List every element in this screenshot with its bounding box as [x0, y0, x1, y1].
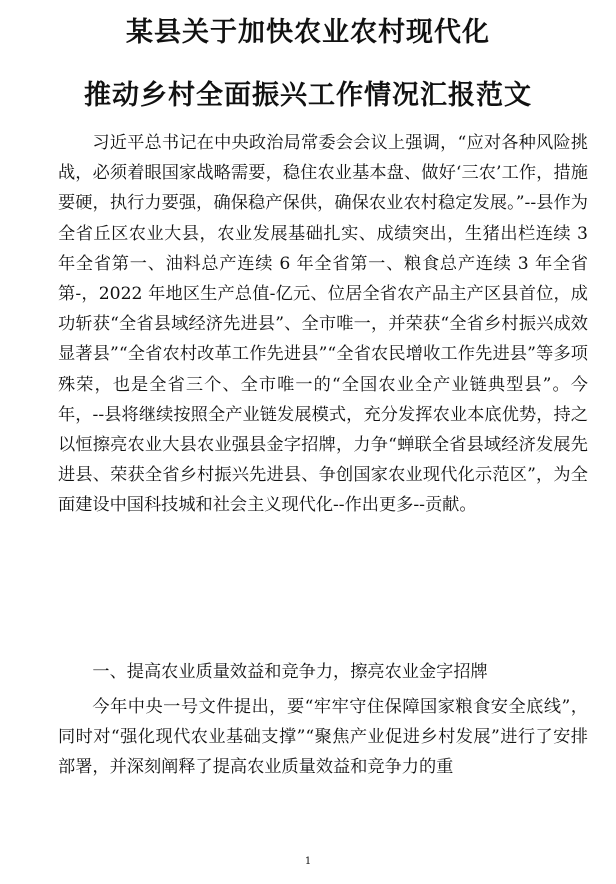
document-title-line-2: 推动乡村全面振兴工作情况汇报范文: [84, 80, 532, 111]
body-paragraph-intro: 习近平总书记在中央政治局常委会会议上强调，“应对各种风险挑战，必须着眼国家战略需要，稳住农业基本盘、做好‘三农’工作，措施要硬，执行力要强，确保稳产保供，确保农业农村稳定发展。”--县作为全省丘区农业大县，农业发展基础扎实、成绩突出，生猪出栏连续 3 年全省第一、油料总产连续 6 年全省第一、粮食总产连续 3 年全省第-，2022 年地区生产总值-亿元、位居全省农产品主产区县首位，成功斩获“全省县域经济先进县”、全市唯一，并荣获“全省乡村振兴成效显著县”“全省农村改革工作先进县”“全省农民增收工作先进县”等多项殊荣，也是全省三个、全市唯一的“全国农业全产业链典型县”。今年，--县将继续按照全产业链发展模式，充分发挥农业本底优势，持之以恒擦亮农业大县农业强县金字招牌，力争“蝉联全省县域经济发展先进县、荣获全省乡村振兴先进县、争创国家农业现代化示范区”，为全面建设中国科技城和社会主义现代化--作出更多--贡献。: [58, 133, 588, 516]
body-paragraph-section-1: 今年中央一号文件提出，要“牢牢守住保障国家粮食安全底线”，同时对“强化现代农业基础支撑”“聚焦产业促进乡村发展”进行了安排部署，并深刻阐释了提高农业质量效益和竞争力的重: [58, 697, 588, 778]
document-title-line-1: 某县关于加快农业农村现代化: [126, 17, 490, 48]
section-heading-1: 一、提高农业质量效益和竞争力，擦亮农业金字招牌: [92, 662, 488, 682]
page-number: 1: [304, 856, 312, 867]
